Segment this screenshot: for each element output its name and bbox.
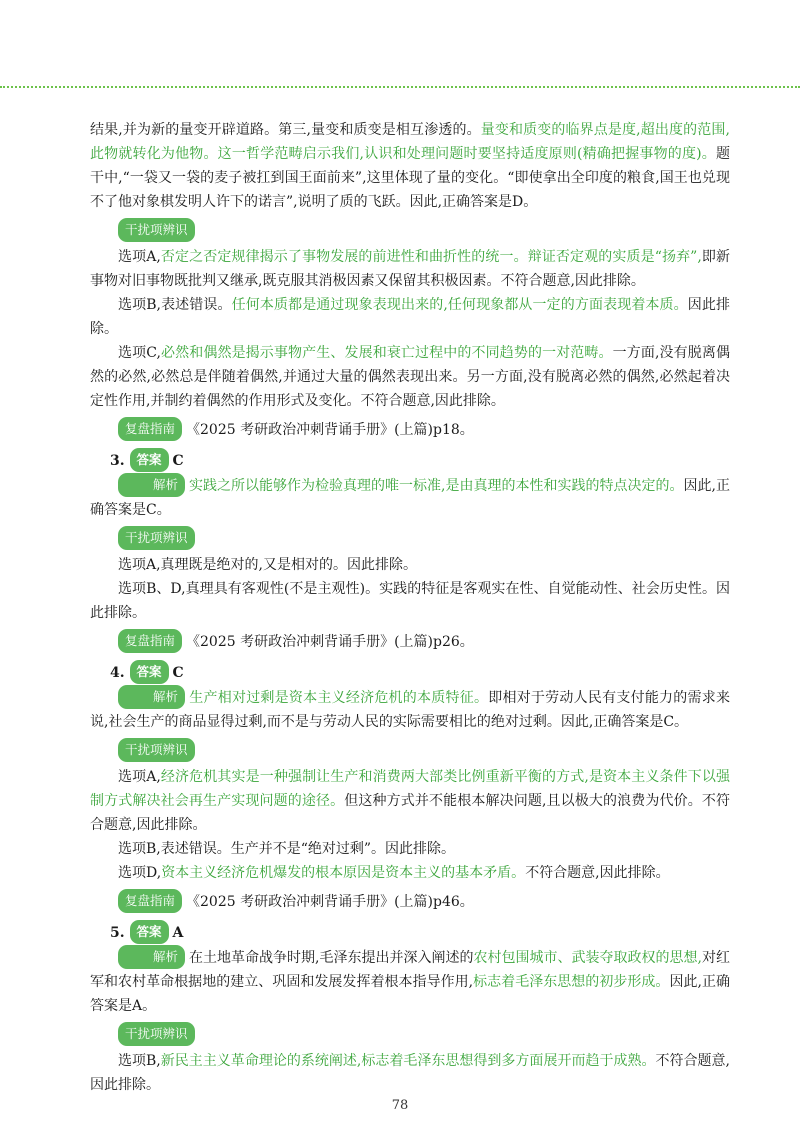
page-body <box>90 118 730 1097</box>
distract-tag: 干扰项辨识 <box>118 218 195 242</box>
intro-text: 结果,并为新的量变开辟道路。第三,量变和质变是相互渗透的。 <box>90 122 481 138</box>
intro-paragraph <box>90 118 730 214</box>
q4-review: 复盘指南 《2025 考研政治冲刺背诵手册》(上篇)p46。 <box>118 889 730 914</box>
q3-distract-header: 干扰项辨识 <box>118 526 730 551</box>
q4-option-d: 选项D,资本主义经济危机爆发的根本原因是资本主义的基本矛盾。不符合题意,因此排除。 <box>118 865 670 881</box>
q3-header: 3. 答案 C <box>110 448 730 473</box>
q4-analysis: 解析 生产相对过剩是资本主义经济危机的本质特征。即相对于劳动人民有支付能力的需求来说,社会生产的商品显得过剩,而不是与劳动人民的实际需要相比的绝对过剩。因此,正确答案是C。 <box>90 685 730 734</box>
q4-distract-header: 干扰项辨识 <box>118 738 730 763</box>
q2-option-b: 选项B,表述错误。任何本质都是通过现象表现出来的,任何现象都从一定的方面表现着本质。因此排除。 <box>90 297 731 337</box>
q2-option-a: 选项A,否定之否定规律揭示了事物发展的前进性和曲折性的统一。辩证否定观的实质是“扬弃”,即新事物对旧事物既批判又继承,既克服其消极因素又保留其积极因素。不符合题意,因此排除。 <box>90 249 730 289</box>
review-tag: 复盘指南 <box>118 417 182 441</box>
answer-value: C <box>172 453 184 469</box>
page-number: 78 <box>391 1098 409 1113</box>
q3-analysis: 解析 实践之所以能够作为检验真理的唯一标准,是由真理的本性和实践的特点决定的。因此,正确答案是C。 <box>90 473 730 522</box>
analysis-tag: 解析 <box>118 473 185 497</box>
q3-option-bd: 选项B、D,真理具有客观性(不是主观性)。实践的特征是客观实在性、自觉能动性、社会历史性。因此排除。 <box>90 581 730 621</box>
answer-tag: 答案 <box>130 448 169 472</box>
review-ref: 《2025 考研政治冲刺背诵手册》(上篇)p18。 <box>186 422 474 438</box>
q3-option-a: 选项A,真理既是绝对的,又是相对的。因此排除。 <box>118 557 418 573</box>
q4-option-b: 选项B,表述错误。生产并不是“绝对过剩”。因此排除。 <box>118 841 456 857</box>
intro-text-2: 题干中,“一袋又一袋的麦子被扛到国王面前来”,这里体现了量的变化。“即使拿出全印度的粮食,国王也兑现不了他对象棋发明人许下的诺言”,说明了质的飞跃。因此,正确答案是D。 <box>90 146 730 210</box>
q2-distract-header <box>118 218 730 243</box>
q4-option-a: 选项A,经济危机其实是一种强制让生产和消费两大部类比例重新平衡的方式,是资本主义条件下以强制方式解决社会再生产实现问题的途径。但这种方式并不能根本解决问题,且以极大的浪费为代价。不符合题意,因此排除。 <box>90 769 730 833</box>
q2-option-c: 选项C,必然和偶然是揭示事物产生、发展和衰亡过程中的不同趋势的一对范畴。一方面,没有脱离偶然的必然,必然总是伴随着偶然,并通过大量的偶然表现出来。另一方面,没有脱离必然的偶然,必然起着决定性作用,并制约着偶然的作用形式及变化。不符合题意,因此排除。 <box>90 345 730 409</box>
q5-option-b: 选项B,新民主主义革命理论的系统阐述,标志着毛泽东思想得到多方面展开而趋于成熟。不符合题意,因此排除。 <box>90 1053 731 1093</box>
q4-header: 4. 答案 C <box>110 660 730 685</box>
q5-analysis: 解析 在土地革命战争时期,毛泽东提出并深入阐述的农村包围城市、武装夺取政权的思想,对红军和农村革命根据地的建立、巩固和发展发挥着根本指导作用,标志着毛泽东思想的初步形成。因此,正确答案是A。 <box>90 945 730 1018</box>
q2-review <box>118 417 730 442</box>
intro-highlight: 量变和质变的临界点是度,超出度的范围,此物就转化为他物。这一哲学范畴启示我们,认识和处理问题时要坚持适度原则(精确把握事物的度)。 <box>90 122 730 162</box>
q5-distract-header: 干扰项辨识 <box>118 1022 730 1047</box>
header-dotted-rule <box>0 86 800 88</box>
q5-header: 5. 答案 A <box>110 920 730 945</box>
q3-review: 复盘指南 《2025 考研政治冲刺背诵手册》(上篇)p26。 <box>118 629 730 654</box>
